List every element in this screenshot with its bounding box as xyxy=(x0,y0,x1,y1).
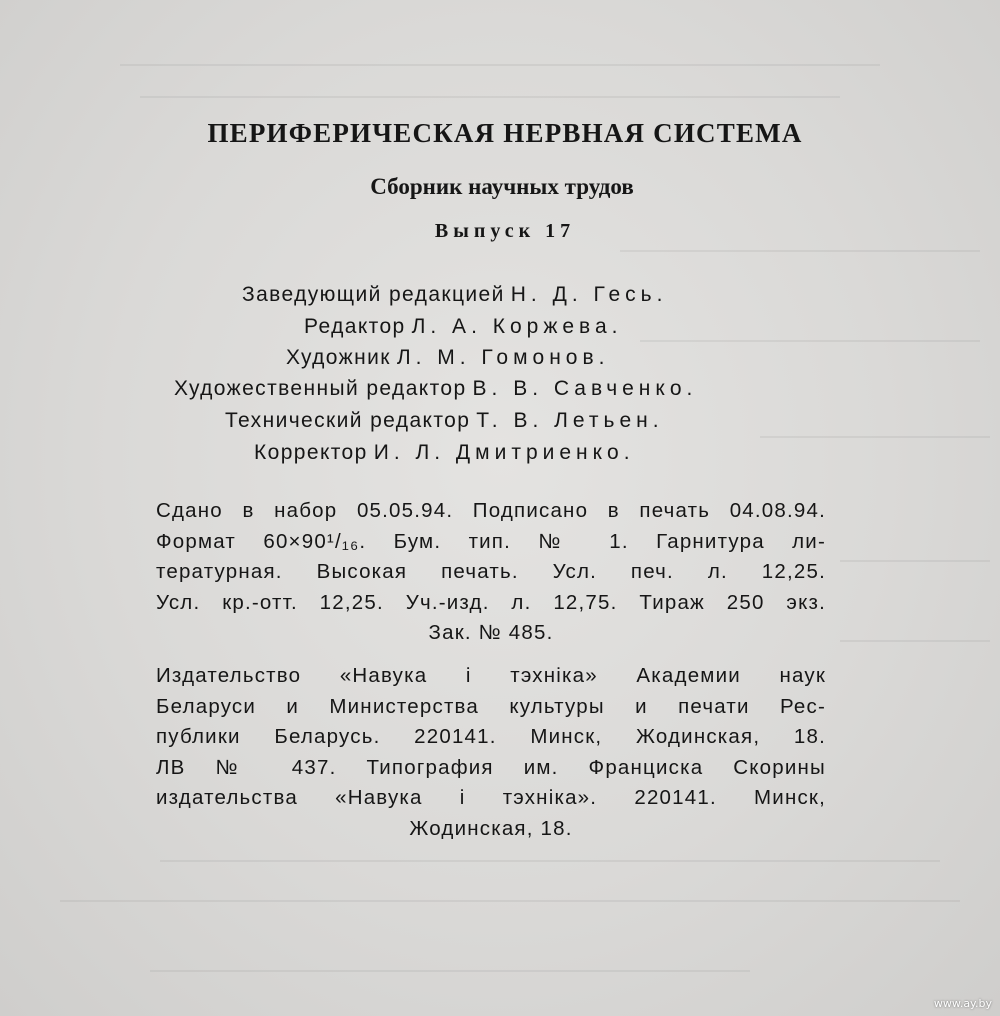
credit-line xyxy=(225,409,664,433)
print-detail-line: Формат 60×90¹/₁₆. Бум. тип. № 1. Гарнитура ли- xyxy=(156,529,826,553)
credit-name: Т. В. Летьен. xyxy=(476,409,664,432)
print-detail-line: Сдано в набор 05.05.94. Подписано в печать 04.08.94. xyxy=(156,499,826,522)
publisher-line: Беларуси и Министерства культуры и печати Рес- xyxy=(156,694,826,718)
publisher-line: публики Беларусь. 220141. Минск, Жодинская, 18. xyxy=(156,725,826,748)
credit-name: Л. М. Гомонов. xyxy=(396,346,610,369)
book-title: ПЕРИФЕРИЧЕСКАЯ НЕРВНАЯ СИСТЕМА xyxy=(207,118,803,148)
credit-role: Художник xyxy=(286,346,391,369)
credit-name: И. Л. Дмитриенко. xyxy=(373,441,635,464)
credit-line xyxy=(254,441,635,465)
publisher-line: Жодинская, 18. xyxy=(409,816,573,840)
credit-role: Заведующий редакцией xyxy=(242,283,505,306)
print-details xyxy=(156,496,826,649)
credit-role: Художественный редактор xyxy=(174,377,467,400)
book-subtitle: Сборник научных трудов xyxy=(370,174,634,199)
print-detail-line: тературная. Высокая печать. Усл. печ. л. 12,25. xyxy=(156,560,826,583)
credit-line xyxy=(242,283,667,307)
publisher-line: издательства «Навука і тэхніка». 220141. Минск, xyxy=(156,786,826,809)
credit-role: Редактор xyxy=(304,315,406,338)
credit-line xyxy=(174,377,697,401)
credit-name: В. В. Савченко. xyxy=(472,377,698,400)
credit-role: Корректор xyxy=(254,441,368,464)
publisher-line: Издательство «Навука і тэхніка» Академии наук xyxy=(156,664,826,687)
credit-name: Н. Д. Гесь. xyxy=(510,283,668,306)
print-detail-line: Усл. кр.-отт. 12,25. Уч.-изд. л. 12,75. Тираж 250 экз. xyxy=(156,590,826,614)
credit-role: Технический редактор xyxy=(225,409,471,432)
credit-line xyxy=(304,315,623,339)
watermark: www.ay.by xyxy=(933,997,992,1010)
issue-number: Выпуск 17 xyxy=(434,220,576,242)
credit-name: Л. А. Коржева. xyxy=(411,315,623,338)
credit-line xyxy=(286,346,609,370)
publisher-line: ЛВ № 437. Типография им. Франциска Скорины xyxy=(156,755,826,779)
publisher-details xyxy=(156,661,826,844)
print-detail-line: Зак. № 485. xyxy=(428,621,554,644)
